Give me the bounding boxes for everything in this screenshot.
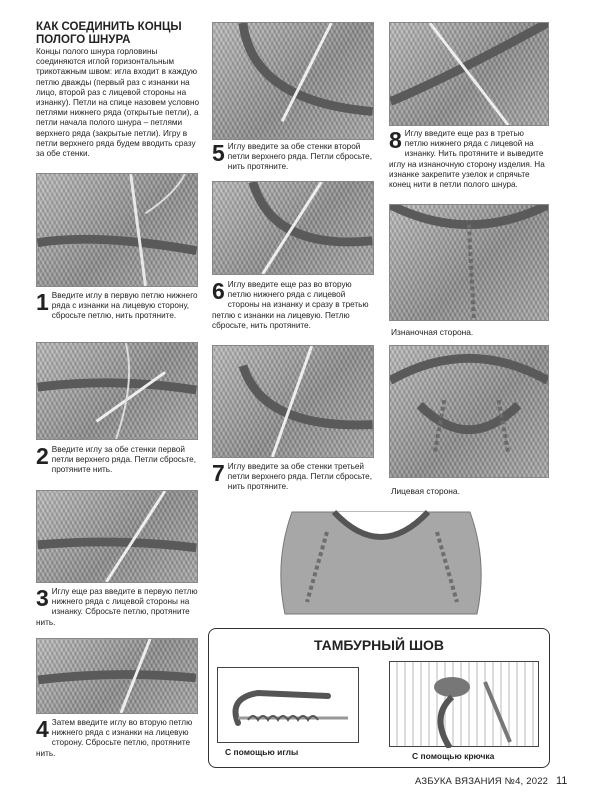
step-2 <box>36 445 198 476</box>
caption-wrong-side: Изнаночная сторона. <box>391 327 474 337</box>
page-number: 11 <box>556 775 568 787</box>
photo-step-3 <box>36 490 198 583</box>
photo-step-4 <box>36 638 198 714</box>
step-number: 4 <box>36 716 49 742</box>
step-number: 8 <box>389 127 402 153</box>
step-number: 1 <box>36 289 49 315</box>
tambour-stitch-box <box>208 628 550 768</box>
step-text: Введите иглу за обе стенки первой петли верхнего ряда. Петли сбросьте, протяните нить. <box>51 445 197 475</box>
photo-right-side <box>389 345 549 478</box>
photo-yoke <box>272 502 490 618</box>
photo-step-1 <box>36 173 198 287</box>
step-text: Иглу введите еще раз во вторую петлю нижнего ряда с лицевой стороны на изнанку и сразу в третью петлю с изнанки на лицевую. Петлю сбросьте, нить протяните. <box>212 280 369 330</box>
step-text: Иглу введите за обе стенки второй петли верхнего ряда. Петли сбросьте, нить протяните. <box>227 142 373 172</box>
step-1 <box>36 291 198 322</box>
photo-step-7 <box>212 345 374 458</box>
hook-label: С помощью крючка <box>412 751 495 761</box>
step-number: 5 <box>212 140 225 166</box>
step-7 <box>212 462 374 493</box>
photo-step-5 <box>212 22 374 140</box>
needle-label: С помощью иглы <box>225 747 299 757</box>
step-text: Иглу введите еще раз в третью петлю нижнего ряда с лицевой на изнанку. Нить протяните и выведите иглу на изнаночную сторону изделия. На изнанке закрепите узелок и спрячьте конец нити в петли полого шнура. <box>389 129 545 190</box>
article-title: КАК СОЕДИНИТЬ КОНЦЫ ПОЛОГО ШНУРА <box>36 21 182 46</box>
photo-wrong-side <box>389 204 549 321</box>
photo-step-6 <box>212 181 374 275</box>
step-number: 6 <box>212 278 225 304</box>
step-6 <box>212 280 374 331</box>
step-number: 3 <box>36 585 49 611</box>
step-text: Иглу введите за обе стенки третьей петли верхнего ряда. Петли сбросьте, нить протяните. <box>227 462 373 492</box>
step-number: 2 <box>36 443 49 469</box>
step-text: Иглу еще раз введите в первую петлю нижнего ряда с лицевой стороны на изнанку. Сбросьте петлю, протяните нить. <box>36 587 198 627</box>
caption-right-side: Лицевая сторона. <box>391 486 460 496</box>
step-4 <box>36 718 198 759</box>
step-text: Введите иглу в первую петлю нижнего ряда с изнанки на лицевую сторону, сбросьте петлю, нить протяните. <box>51 291 198 321</box>
photo-step-2 <box>36 342 198 440</box>
tambour-title: ТАМБУРНЫЙ ШОВ <box>313 637 445 653</box>
photo-step-8 <box>389 22 549 126</box>
step-number: 7 <box>212 460 225 486</box>
needle-diagram <box>217 667 359 743</box>
hook-diagram <box>389 661 539 747</box>
step-3 <box>36 587 198 628</box>
step-text: Затем введите иглу во вторую петлю нижнего ряда с изнанки на лицевую сторону. Сбросьте петлю, протяните нить. <box>36 718 193 758</box>
magazine-footer: АЗБУКА ВЯЗАНИЯ №4, 2022 <box>415 776 549 787</box>
step-8 <box>389 129 549 190</box>
step-5 <box>212 142 374 173</box>
intro-paragraph: Концы полого шнура горловины соединяются иглой горизонтальным трикотажным швом: игла входит в каждую петлю дважды (первый раз с изнанки на лицо, второй раз с лицевой стороны на изнанку). Петли на спице назовем условно петлями нижнего ряда (открытые петли), а петли начала полого шнура – петлями верхнего ряда (закрытые петли). Игру в петли верхнего ряда будем вводить сразу за обе стенки. <box>36 47 200 159</box>
